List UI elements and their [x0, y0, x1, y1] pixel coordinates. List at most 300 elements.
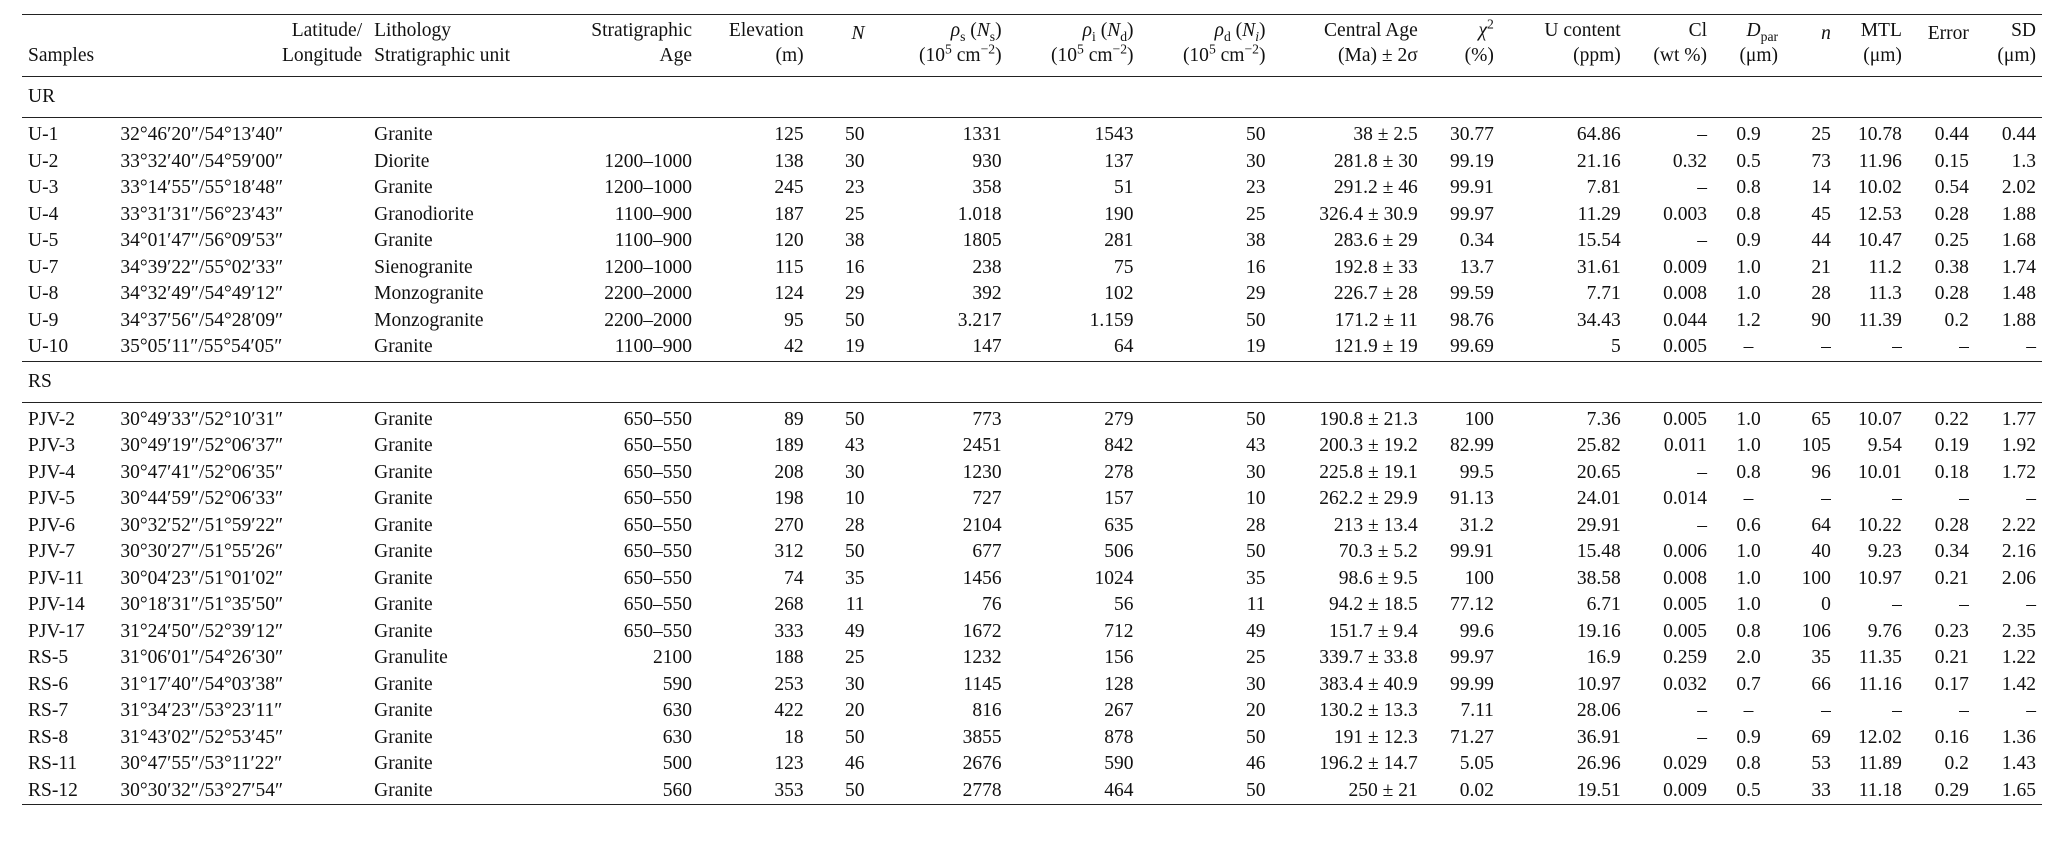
table-cell: 0.8	[1736, 177, 1761, 198]
table-cell: 30°49′33″/52°10′31″	[120, 408, 284, 430]
table-cell: 0.9	[1736, 124, 1761, 145]
table-cell: Granite	[374, 753, 433, 774]
table-cell: 56	[1114, 594, 1134, 615]
table-row	[22, 202, 2042, 229]
table-cell: 464	[1104, 779, 1134, 801]
table-cell: 0	[1821, 594, 1831, 615]
table-cell: PJV-14	[28, 594, 85, 615]
table-cell: Granite	[374, 567, 433, 589]
table-cell: 226.7 ± 28	[1333, 283, 1418, 304]
table-cell: 20	[1245, 700, 1266, 721]
table-cell: 198	[774, 488, 804, 509]
table-cell: 147	[972, 336, 1002, 357]
table-cell: 35	[1245, 567, 1266, 589]
table-cell: 1.159	[1089, 309, 1134, 331]
table-cell: 30°44′59″/52°06′33″	[120, 488, 284, 509]
table-cell: 38.58	[1576, 567, 1621, 589]
table-cell: 50	[1245, 124, 1266, 145]
table-row	[22, 228, 2042, 255]
table-cell: 26.96	[1576, 753, 1621, 774]
table-cell: 283.6 ± 29	[1333, 230, 1418, 251]
table-cell: 19	[1245, 336, 1266, 357]
table-cell: 560	[662, 779, 692, 801]
table-cell: 31°17′40″/54°03′38″	[120, 673, 284, 695]
table-cell: 34.43	[1576, 309, 1621, 331]
table-cell: 0.8	[1736, 620, 1761, 642]
table-cell: 151.7 ± 9.4	[1329, 620, 1418, 642]
table-cell: 69	[1811, 726, 1831, 748]
table-cell: 102	[1104, 283, 1134, 304]
table-cell: 157	[1104, 488, 1134, 509]
table-cell: 0.2	[1944, 309, 1969, 331]
table-cell: 326.4 ± 30.9	[1319, 203, 1418, 225]
table-cell: 31.2	[1459, 514, 1494, 536]
table-cell: 137	[1104, 150, 1134, 172]
table-cell: 99.5	[1459, 461, 1494, 483]
table-cell: 11	[1246, 594, 1266, 615]
table-cell: 73	[1811, 150, 1831, 172]
table-cell: 21.16	[1576, 150, 1621, 172]
table-container	[22, 14, 2042, 805]
table-cell: –	[1743, 488, 1754, 509]
table-cell: 358	[972, 177, 1002, 198]
table-cell: 34°37′56″/54°28′09″	[120, 309, 284, 331]
table-cell: 2.0	[1736, 647, 1761, 668]
table-cell: 38 ± 2.5	[1353, 124, 1418, 145]
table-cell: 650–550	[623, 620, 692, 642]
table-cell: 0.54	[1934, 177, 1969, 198]
table-cell: U-2	[28, 150, 59, 172]
table-cell: 30°30′32″/53°27′54″	[120, 779, 284, 801]
table-cell: 35	[1811, 647, 1831, 668]
table-cell: 89	[784, 408, 804, 430]
table-cell: –	[1959, 336, 1969, 357]
table-cell: Granite	[374, 177, 433, 198]
table-cell: PJV-7	[28, 541, 75, 562]
table-cell: 120	[774, 230, 804, 251]
table-cell: 82.99	[1449, 435, 1494, 456]
table-cell: 16	[845, 256, 865, 278]
table-cell: –	[1697, 230, 1708, 251]
table-cell: 30.77	[1449, 124, 1494, 145]
table-cell: 30°49′19″/52°06′37″	[120, 435, 284, 456]
table-cell: 98.76	[1449, 309, 1494, 331]
table-cell: –	[1697, 461, 1708, 483]
table-cell: 46	[1245, 753, 1266, 774]
table-cell: 9.23	[1867, 541, 1902, 562]
table-cell: –	[1892, 594, 1902, 615]
table-cell: 0.32	[1672, 150, 1708, 172]
table-cell: 49	[1245, 620, 1266, 642]
table-cell: 677	[972, 541, 1002, 562]
table-cell: 30	[845, 673, 865, 695]
table-cell: 28	[1811, 283, 1831, 304]
table-cell: 19.51	[1576, 779, 1621, 801]
header-error: Error	[1927, 23, 1969, 44]
table-cell: 90	[1811, 309, 1831, 331]
table-cell: 1.92	[2001, 435, 2036, 456]
table-cell: –	[1743, 336, 1754, 357]
table-cell: 30	[845, 150, 865, 172]
table-cell: 1.0	[1736, 408, 1761, 430]
table-cell: 816	[972, 700, 1002, 721]
table-cell: 99.19	[1449, 150, 1494, 172]
table-cell: 2451	[962, 435, 1002, 456]
table-cell: 187	[774, 203, 804, 225]
table-cell: U-7	[28, 256, 59, 278]
table-cell: Granite	[374, 779, 433, 801]
table-cell: 138	[774, 150, 804, 172]
table-cell: 91.13	[1449, 488, 1494, 509]
table-cell: 99.69	[1449, 336, 1494, 357]
table-cell: Granulite	[374, 647, 448, 668]
table-cell: 10	[845, 488, 865, 509]
table-cell: –	[1959, 488, 1969, 509]
data-table	[22, 14, 2042, 805]
table-cell: Granite	[374, 541, 433, 562]
table-cell: –	[1697, 700, 1708, 721]
table-cell: RS-8	[28, 726, 69, 748]
table-cell: 16.9	[1586, 647, 1621, 668]
table-cell: 96	[1811, 461, 1831, 483]
table-cell: 32°46′20″/54°13′40″	[120, 124, 284, 145]
table-cell: 0.22	[1934, 408, 1969, 430]
table-cell: 1805	[962, 230, 1002, 251]
table-cell: 333	[774, 620, 804, 642]
table-cell: 15.54	[1576, 230, 1621, 251]
table-cell: 506	[1104, 541, 1134, 562]
table-cell: Granite	[374, 594, 433, 615]
table-cell: 99.99	[1449, 673, 1494, 695]
table-cell: 64	[1811, 514, 1831, 536]
table-cell: 279	[1104, 408, 1134, 430]
table-cell: 0.28	[1934, 203, 1969, 225]
table-cell: 2200–2000	[604, 283, 692, 304]
table-cell: 773	[972, 408, 1002, 430]
table-cell: RS-12	[28, 779, 78, 801]
table-cell: 64.86	[1576, 124, 1621, 145]
table-cell: 0.9	[1736, 726, 1761, 748]
table-cell: 1.0	[1736, 283, 1761, 304]
table-cell: Granite	[374, 620, 433, 642]
table-cell: 30°47′55″/53°11′22″	[120, 753, 283, 774]
table-cell: 5.05	[1459, 753, 1494, 774]
table-cell: PJV-11	[28, 567, 84, 589]
table-cell: 191 ± 12.3	[1333, 726, 1418, 748]
table-cell: 128	[1104, 673, 1134, 695]
table-cell: 99.97	[1449, 203, 1494, 225]
table-cell: 2.16	[2001, 541, 2036, 562]
table-cell: 124	[774, 283, 804, 304]
table-cell: 45	[1811, 203, 1831, 225]
table-cell: 30°47′41″/52°06′35″	[120, 461, 284, 483]
table-cell: 0.009	[1663, 256, 1708, 278]
table-cell: –	[2026, 700, 2036, 721]
table-cell: –	[2026, 488, 2036, 509]
table-row	[22, 725, 2042, 752]
header-latlon: Latitude/ Longitude	[281, 20, 363, 66]
table-cell: 392	[972, 283, 1002, 304]
table-cell: 650–550	[623, 435, 692, 456]
table-cell: 1232	[962, 647, 1002, 668]
table-cell: 278	[1104, 461, 1134, 483]
table-cell: 50	[1245, 408, 1266, 430]
table-cell: 189	[774, 435, 804, 456]
table-cell: –	[1959, 700, 1969, 721]
table-cell: 0.8	[1736, 753, 1761, 774]
table-cell: 99.97	[1449, 647, 1494, 668]
table-cell: 208	[774, 461, 804, 483]
table-cell: 650–550	[623, 594, 692, 615]
table-cell: 30	[845, 461, 865, 483]
table-cell: 10.97	[1858, 567, 1902, 589]
table-cell: 7.71	[1586, 283, 1621, 304]
table-row	[22, 118, 2042, 149]
table-cell: 76	[982, 594, 1002, 615]
table-cell: 13.7	[1459, 256, 1494, 278]
table-cell: 281	[1104, 230, 1134, 251]
table-row	[22, 592, 2042, 619]
table-cell: 11.3	[1868, 283, 1902, 304]
table-row	[22, 486, 2042, 513]
table-cell: 200.3 ± 19.2	[1319, 435, 1418, 456]
table-cell: 0.44	[1934, 124, 1969, 145]
table-cell: 0.25	[1934, 230, 1969, 251]
table-cell: RS-7	[28, 700, 69, 721]
table-cell: 1.018	[957, 203, 1002, 225]
table-row	[22, 645, 2042, 672]
table-cell: 33°31′31″/56°23′43″	[120, 203, 284, 225]
table-cell: 1.0	[1736, 435, 1761, 456]
table-cell: 1145	[963, 673, 1002, 695]
table-row	[22, 255, 2042, 282]
table-cell: 10.47	[1858, 230, 1902, 251]
table-cell: 842	[1104, 435, 1134, 456]
table-row	[22, 778, 2042, 805]
table-cell: 30°32′52″/51°59′22″	[120, 514, 284, 536]
table-cell: 25	[845, 203, 865, 225]
table-cell: 0.014	[1663, 488, 1708, 509]
table-cell: 635	[1104, 514, 1134, 536]
table-cell: 0.44	[2001, 124, 2036, 145]
table-cell: 171.2 ± 11	[1334, 309, 1418, 331]
table-cell: 99.91	[1449, 177, 1494, 198]
table-cell: 1200–1000	[604, 177, 692, 198]
header-dpar: $D_{par}$ (μm)	[1739, 20, 1779, 66]
table-cell: PJV-4	[28, 461, 75, 483]
table-row	[22, 334, 2042, 361]
table-cell: 14	[1811, 177, 1831, 198]
table-cell: 10.02	[1858, 177, 1902, 198]
table-cell: 70.3 ± 5.2	[1338, 541, 1418, 562]
table-cell: –	[2026, 594, 2036, 615]
table-cell: 0.009	[1663, 779, 1708, 801]
table-cell: 50	[845, 779, 865, 801]
table-cell: –	[1821, 700, 1831, 721]
table-cell: 7.11	[1460, 700, 1494, 721]
table-cell: U-1	[28, 124, 59, 145]
table-cell: 10	[1245, 488, 1266, 509]
table-cell: 712	[1104, 620, 1134, 642]
table-cell: –	[1892, 488, 1902, 509]
table-cell: Granite	[374, 514, 433, 536]
table-cell: 16	[1245, 256, 1266, 278]
table-cell: 5	[1610, 336, 1621, 357]
table-cell: PJV-2	[28, 408, 75, 430]
table-row	[22, 460, 2042, 487]
table-cell: 10.97	[1576, 673, 1621, 695]
table-cell: 1.88	[2001, 203, 2036, 225]
table-cell: Monzogranite	[374, 309, 484, 331]
table-cell: 1.36	[2001, 726, 2036, 748]
table-row	[22, 672, 2042, 699]
table-cell: –	[1697, 177, 1708, 198]
table-cell: 30°04′23″/51°01′02″	[120, 567, 284, 589]
table-cell: 878	[1104, 726, 1134, 748]
header-central-age: Central Age (Ma) ± 2σ	[1324, 20, 1418, 66]
table-cell: –	[1697, 124, 1708, 145]
table-cell: 11.29	[1577, 203, 1621, 225]
table-cell: 0.044	[1663, 309, 1708, 331]
table-cell: 33	[1811, 779, 1831, 801]
header-strat-age: Stratigraphic Age	[591, 20, 692, 66]
table-row	[22, 566, 2042, 593]
table-cell: 11.96	[1858, 150, 1902, 172]
table-cell: 0.003	[1663, 203, 1708, 225]
table-cell: 50	[845, 124, 865, 145]
table-cell: 1.0	[1736, 567, 1761, 589]
table-cell: 339.7 ± 33.8	[1319, 647, 1418, 668]
table-cell: 190.8 ± 21.3	[1319, 408, 1418, 430]
table-cell: 30	[1245, 461, 1266, 483]
table-cell: U-10	[28, 336, 69, 357]
table-cell: 28.06	[1576, 700, 1621, 721]
table-row	[22, 402, 2042, 433]
table-row	[22, 433, 2042, 460]
table-cell: 650–550	[623, 488, 692, 509]
table-cell: Granite	[374, 673, 433, 695]
table-cell: 1.48	[2001, 283, 2036, 304]
table-cell: 0.16	[1934, 726, 1969, 748]
table-cell: 42	[784, 336, 804, 357]
table-cell: 1100–900	[614, 230, 692, 251]
table-cell: 28	[1245, 514, 1266, 536]
table-cell: 50	[1245, 726, 1266, 748]
table-header	[22, 15, 2042, 77]
table-cell: RS-5	[28, 647, 69, 668]
table-cell: 0.005	[1663, 620, 1708, 642]
table-cell: 0.23	[1934, 620, 1969, 642]
table-cell: 0.6	[1736, 514, 1761, 536]
table-cell: 0.34	[1934, 541, 1969, 562]
table-cell: U-3	[28, 177, 59, 198]
table-cell: 77.12	[1449, 594, 1494, 615]
header-elevation: Elevation (m)	[728, 20, 804, 66]
table-cell	[546, 118, 698, 149]
table-cell: 65	[1811, 408, 1831, 430]
table-cell: 0.34	[1459, 230, 1494, 251]
table-cell: 11.39	[1858, 309, 1902, 331]
table-cell: 7.36	[1586, 408, 1621, 430]
table-cell: 0.008	[1663, 283, 1708, 304]
table-cell: 0.005	[1663, 408, 1708, 430]
table-cell: 31°06′01″/54°26′30″	[120, 647, 284, 668]
table-cell: –	[1821, 336, 1831, 357]
table-cell: RS-6	[28, 673, 69, 695]
table-cell: 188	[774, 647, 804, 668]
header-N: N	[851, 23, 865, 44]
table-cell: 33°32′40″/54°59′00″	[120, 150, 284, 172]
table-cell: 1.0	[1736, 541, 1761, 562]
table-cell: Monzogranite	[374, 283, 484, 304]
table-cell: 3855	[962, 726, 1002, 748]
table-cell: 6.71	[1586, 594, 1621, 615]
table-cell: 29	[845, 283, 865, 304]
table-cell: 43	[1245, 435, 1266, 456]
table-cell: 0.005	[1663, 336, 1708, 357]
table-cell: –	[2026, 336, 2036, 357]
table-cell: 25	[1811, 124, 1831, 145]
table-cell: –	[1821, 488, 1831, 509]
table-cell: –	[1697, 514, 1708, 536]
table-cell: 23	[1245, 177, 1266, 198]
table-cell: 0.029	[1663, 753, 1708, 774]
table-cell: 650–550	[623, 408, 692, 430]
table-cell: 1.72	[2001, 461, 2036, 483]
table-cell: Sienogranite	[374, 256, 473, 278]
table-cell: 105	[1801, 435, 1831, 456]
table-cell: Granite	[374, 700, 433, 721]
table-cell: 1100–900	[614, 336, 692, 357]
table-cell: 29.91	[1576, 514, 1621, 536]
table-cell: 590	[1104, 753, 1134, 774]
table-cell: 0.259	[1663, 647, 1708, 668]
table-cell: 25	[1245, 203, 1266, 225]
table-cell: PJV-6	[28, 514, 75, 536]
header-lithology: Lithology Stratigraphic unit	[374, 20, 511, 66]
table-cell: 9.54	[1867, 435, 1902, 456]
table-cell: 38	[1245, 230, 1266, 251]
table-cell: 53	[1811, 753, 1831, 774]
table-cell: 12.53	[1858, 203, 1902, 225]
table-cell: 28	[845, 514, 865, 536]
table-cell: 0.7	[1736, 673, 1761, 695]
table-cell: 3.217	[957, 309, 1002, 331]
table-row	[22, 308, 2042, 335]
table-cell: 34°01′47″/56°09′53″	[120, 230, 284, 251]
table-cell: 25	[845, 647, 865, 668]
table-cell: 1.0	[1736, 594, 1761, 615]
table-cell: U-4	[28, 203, 59, 225]
table-cell: 1.77	[2001, 408, 2036, 430]
table-cell: 1.0	[1736, 256, 1761, 278]
table-cell: 262.2 ± 29.9	[1319, 488, 1418, 509]
table-row	[22, 619, 2042, 646]
table-cell: 2676	[962, 753, 1002, 774]
table-cell: 100	[1801, 567, 1831, 589]
header-samples: Samples	[28, 45, 95, 66]
table-cell: –	[1697, 726, 1708, 748]
section-label: RS	[28, 370, 52, 392]
table-cell: 50	[845, 408, 865, 430]
table-cell: 650–550	[623, 567, 692, 589]
table-cell: 630	[662, 726, 692, 748]
table-cell: 0.8	[1736, 203, 1761, 225]
table-row	[22, 539, 2042, 566]
table-cell: Granite	[374, 408, 433, 430]
table-cell: 650–550	[623, 461, 692, 483]
table-cell: 24.01	[1576, 488, 1621, 509]
